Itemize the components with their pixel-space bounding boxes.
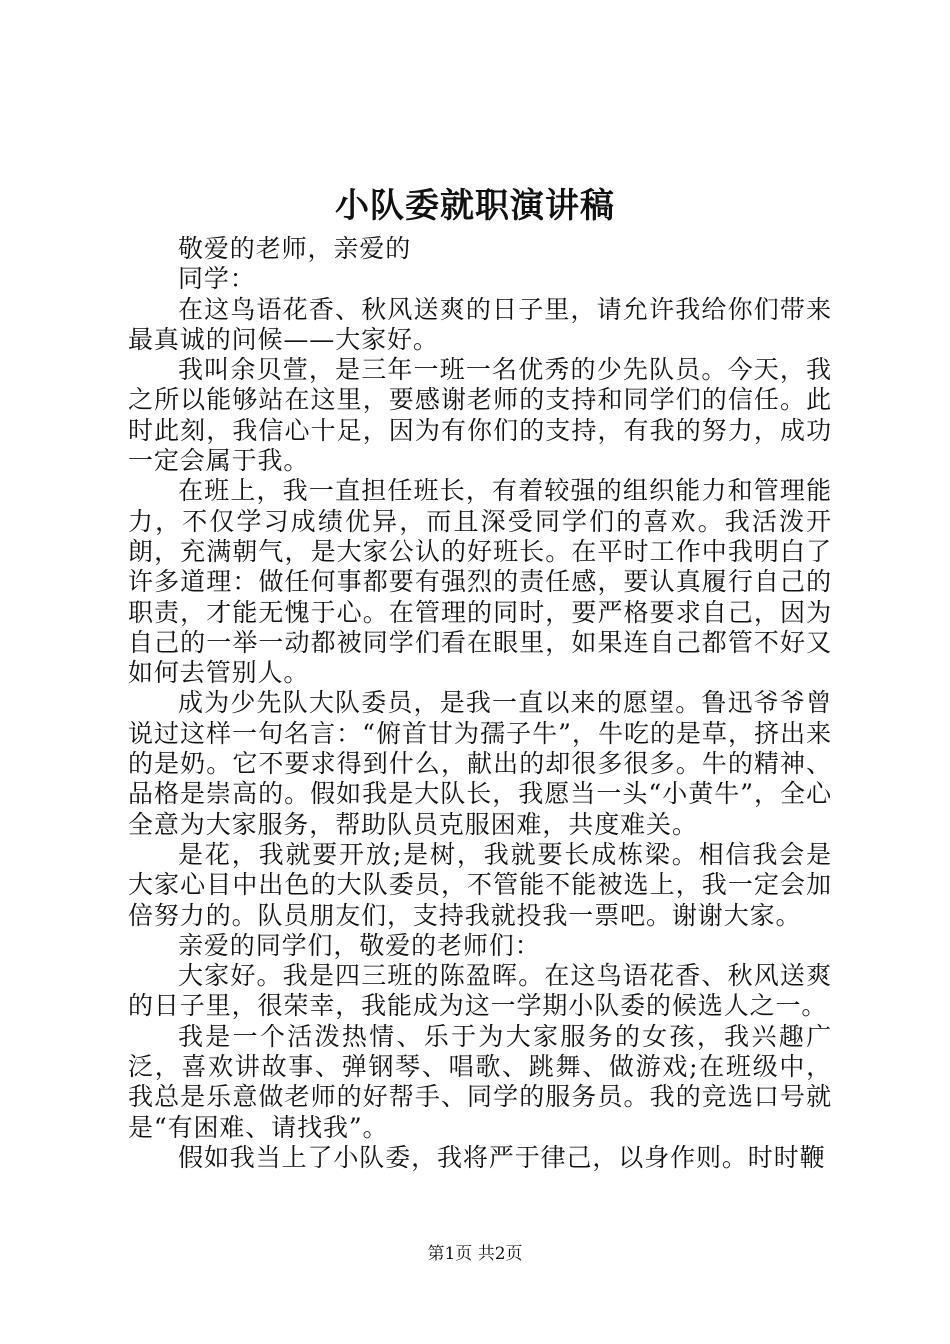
document-body [128,234,832,1173]
paragraph: 在班上，我一直担任班长，有着较强的组织能力和管理能力，不仅学习成绩优异，而且深受同学们的喜欢。我活泼开朗，充满朝气，是大家公认的好班长。在平时工作中我明白了许多道理：做任何事都要有强烈的责任感，要认真履行自己的职责，才能无愧于心。在管理的同时，要严格要求自己，因为自己的一举一动都被同学们看在眼里，如果连自己都管不好又如何去管别人。 [128,476,832,688]
page-number-footer: 第1页 共2页 [427,1244,523,1264]
paragraph: 成为少先队大队委员，是我一直以来的愿望。鲁迅爷爷曾说过这样一句名言：“俯首甘为孺子牛”，牛吃的是草，挤出来的是奶。它不要求得到什么，献出的却很多很多。牛的精神、品格是崇高的。假如我是大队长，我愿当一头“小黄牛”，全心全意为大家服务，帮助队员克服困难，共度难关。 [128,688,832,839]
paragraph: 大家好。我是四三班的陈盈晖。在这鸟语花香、秋风送爽的日子里，很荣幸，我能成为这一学期小队委的候选人之一。 [128,961,832,1021]
paragraph: 亲爱的同学们，敬爱的老师们： [178,930,541,960]
paragraph: 我叫余贝萱，是三年一班一名优秀的少先队员。今天，我之所以能够站在这里，要感谢老师的支持和同学们的信任。此时此刻，我信心十足，因为有你们的支持，有我的努力，成功一定会属于我。 [128,355,832,476]
paragraph: 敬爱的老师，亲爱的 [178,234,412,263]
document-title: 小队委就职演讲稿 [335,186,615,226]
paragraph: 同学： [178,264,256,294]
paragraph: 我是一个活泼热情、乐于为大家服务的女孩，我兴趣广泛，喜欢讲故事、弹钢琴、唱歌、跳舞、做游戏;在班级中，我总是乐意做老师的好帮手、同学的服务员。我的竞选口号就是“有困难、请找我”。 [128,1021,832,1142]
paragraph: 假如我当上了小队委，我将严于律己，以身作则。时时鞭 [178,1142,826,1172]
paragraph: 是花，我就要开放;是树，我就要长成栋梁。相信我会是大家心目中出色的大队委员，不管能不能被选上，我一定会加倍努力的。队员朋友们，支持我就投我一票吧。谢谢大家。 [128,839,832,930]
paragraph: 在这鸟语花香、秋风送爽的日子里，请允许我给你们带来最真诚的问候——大家好。 [128,294,832,354]
